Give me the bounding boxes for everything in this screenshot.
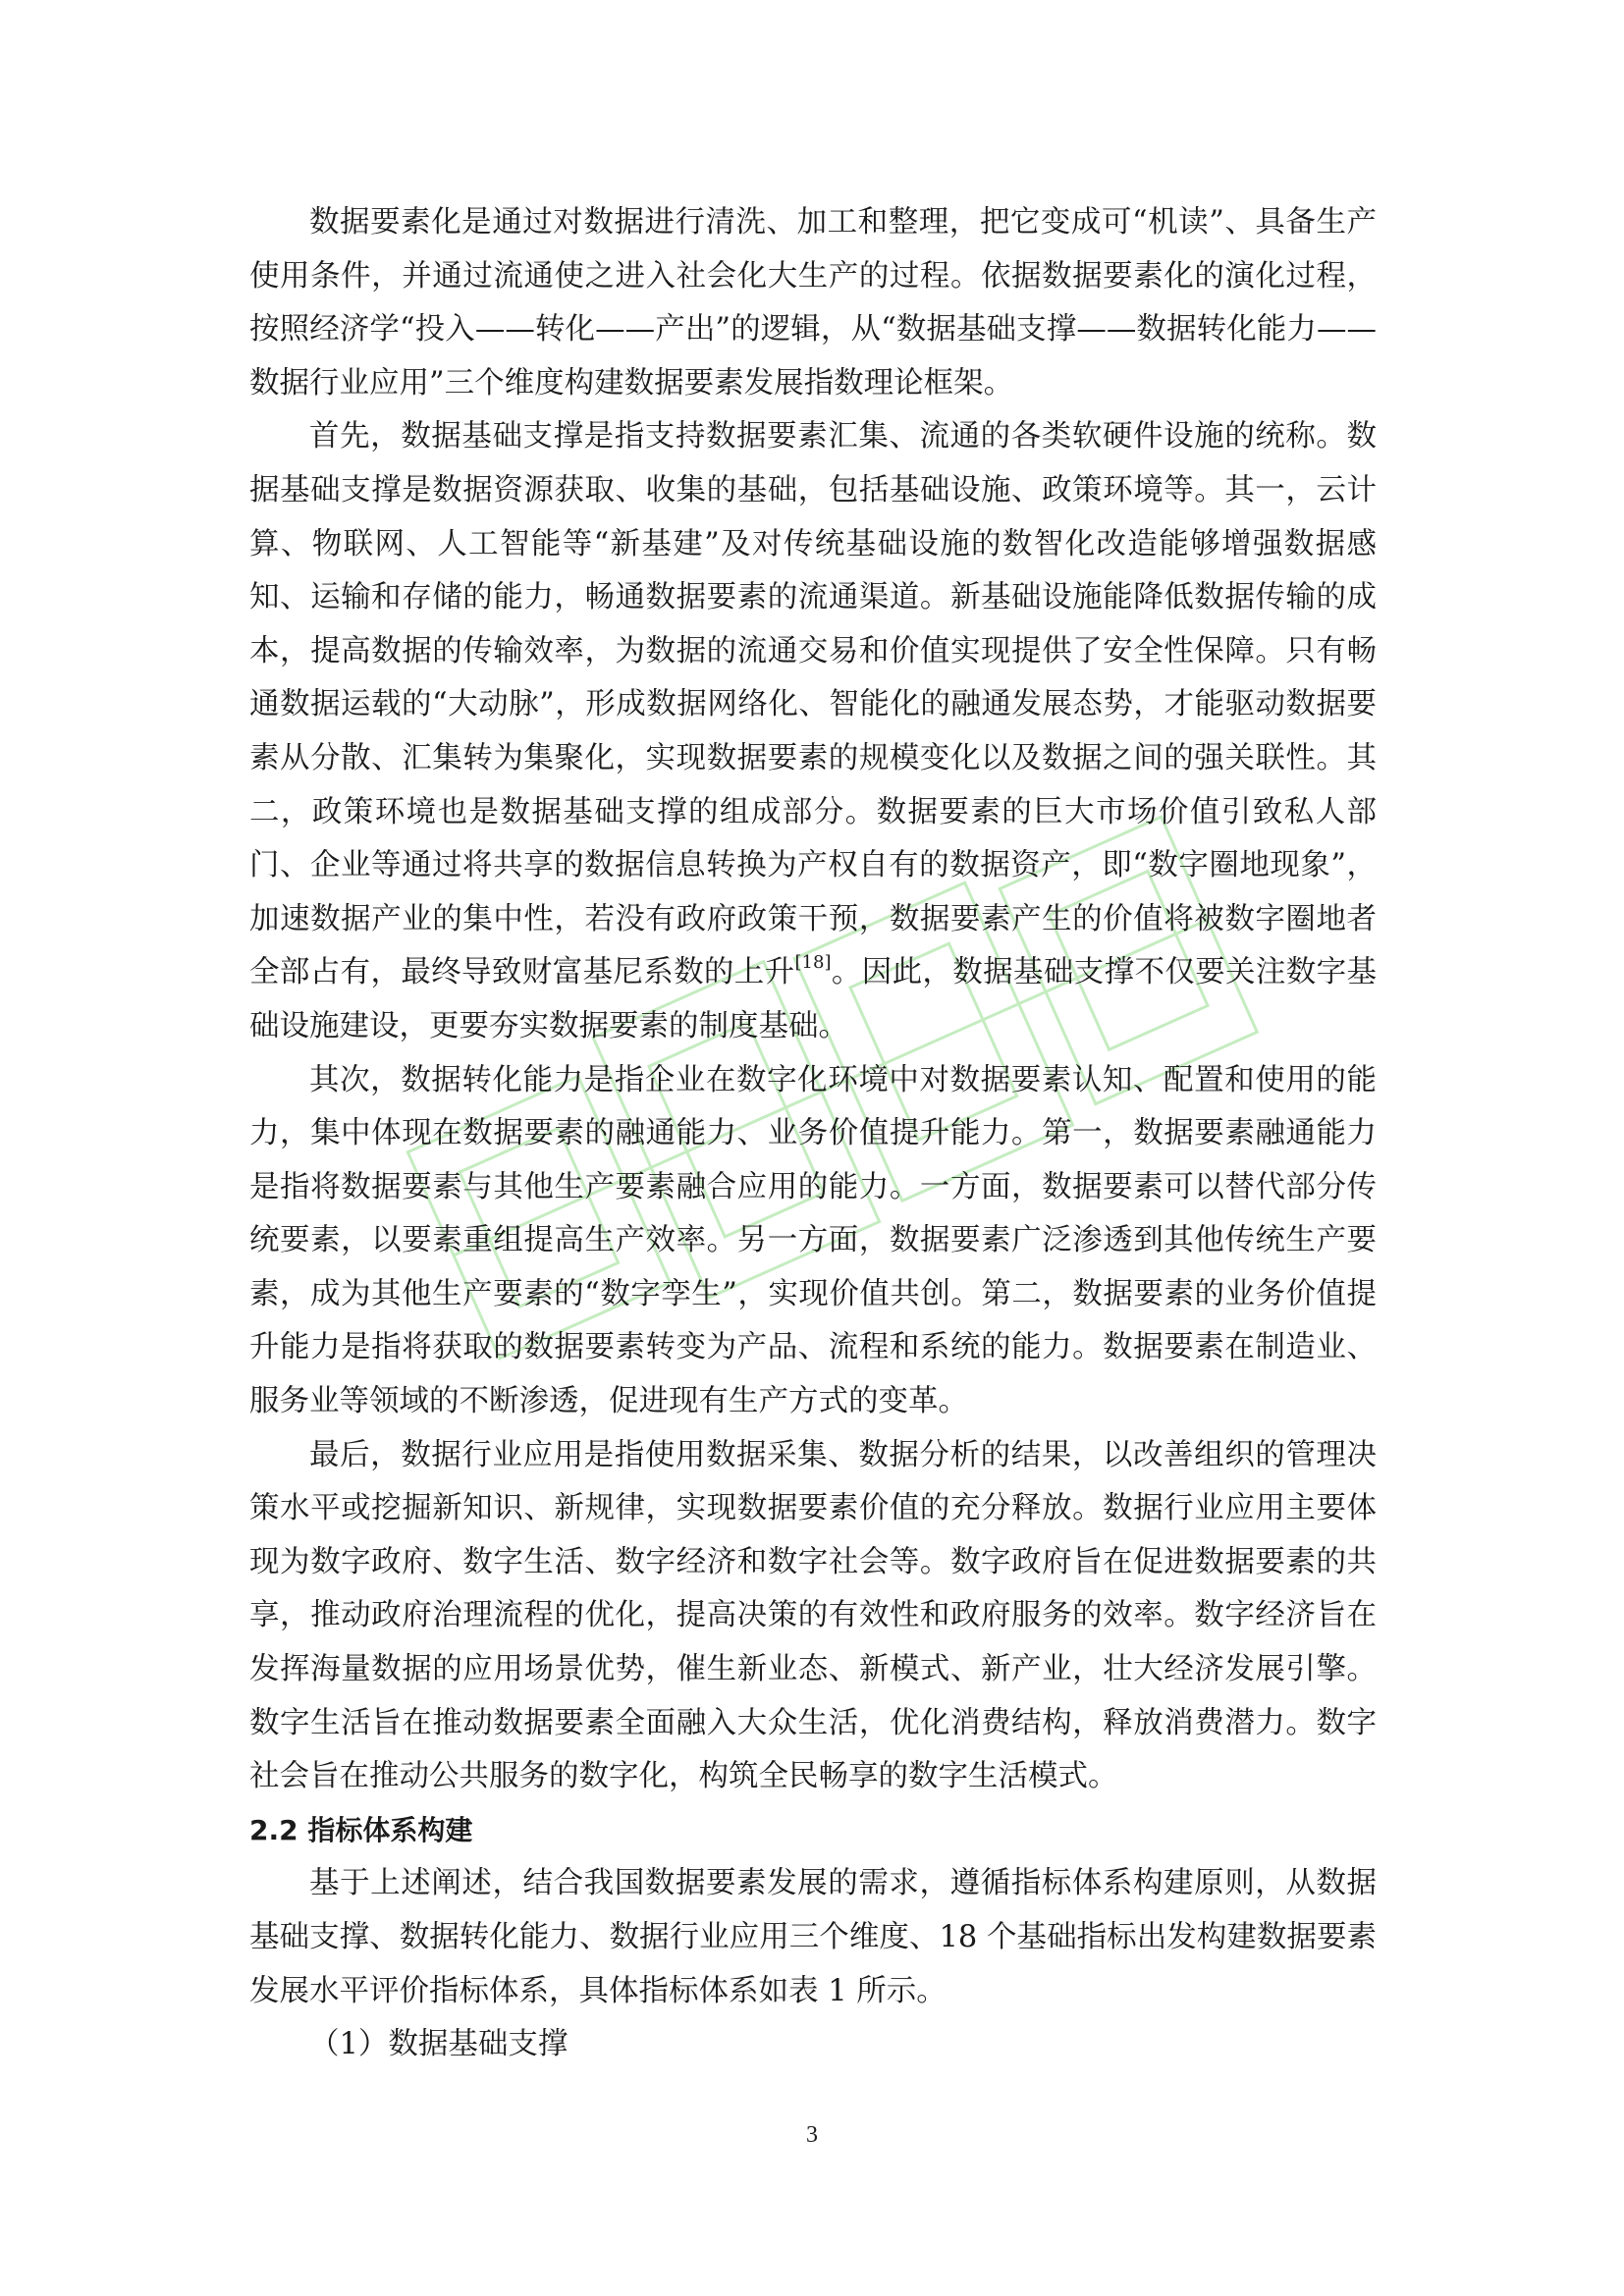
paragraph-data-application: 最后，数据行业应用是指使用数据采集、数据分析的结果，以改善组织的管理决策水平或挖掘新知识、新规律，实现数据要素价值的充分释放。数据行业应用主要体现为数字政府、数字生活、数字经济和数字社会等。数字政府旨在促进数据要素的共享，推动政府治理流程的优化，提高决策的有效性和政府服务的效率。数字经济旨在发挥海量数据的应用场景优势，催生新业态、新模式、新产业，壮大经济发展引擎。数字生活旨在推动数据要素全面融入大众生活，优化消费结构，释放消费潜力。数字社会旨在推动公共服务的数字化，构筑全民畅享的数字生活模式。 xyxy=(249,1437,1377,1794)
paragraph-data-conversion: 其次，数据转化能力是指企业在数字化环境中对数据要素认知、配置和使用的能力，集中体现在数据要素的融通能力、业务价值提升能力。第一，数据要素融通能力是指将数据要素与其他生产要素融合应用的能力。一方面，数据要素可以替代部分传统要素，以要素重组提高生产效率。另一方面，数据要素广泛渗透到其他传统生产要素，成为其他生产要素的“数字孪生”，实现价值共创。第二，数据要素的业务价值提升能力是指将获取的数据要素转变为产品、流程和系统的能力。数据要素在制造业、服务业等领域的不断渗透，促进现有生产方式的变革。 xyxy=(249,1062,1377,1419)
page-body xyxy=(249,196,1377,2072)
sub-item-heading: （1）数据基础支撑 xyxy=(309,2027,568,2062)
paragraph-text: 首先，数据基础支撑是指支持数据要素汇集、流通的各类软硬件设施的统称。数据基础支撑是数据资源获取、收集的基础，包括基础设施、政策环境等。其一，云计算、物联网、人工智能等“新基建”及对传统基础设施的数智化改造能够增强数据感知、运输和存储的能力，畅通数据要素的流通渠道。新基础设施能降低数据传输的成本，提高数据的传输效率，为数据的流通交易和价值实现提供了安全性保障。只有畅通数据运载的“大动脉”，形成数据网络化、智能化的融通发展态势，才能驱动数据要素从分散、汇集转为集聚化，实现数据要素的规模变化以及数据之间的强关联性。其二，政策环境也是数据基础支撑的组成部分。数据要素的巨大市场价值引致私人部门、企业等通过将共享的数据信息转换为产权自有的数据资产，即“数字圈地现象”，加速数据产业的集中性，若没有政府政策干预，数据要素产生的价值将被数字圈地者全部占有，最终导致财富基尼系数的上升 xyxy=(249,419,1377,990)
paragraph-data-factorization: 数据要素化是通过对数据进行清洗、加工和整理，把它变成可“机读”、具备生产使用条件，并通过流通使之进入社会化大生产的过程。依据数据要素化的演化过程，按照经济学“投入——转化——产出”的逻辑，从“数据基础支撑——数据转化能力——数据行业应用”三个维度构建数据要素发展指数理论框架。 xyxy=(249,205,1377,400)
paragraph-data-infrastructure xyxy=(249,410,1377,1053)
paragraph-index-system: 基于上述阐述，结合我国数据要素发展的需求，遵循指标体系构建原则，从数据基础支撑、数据转化能力、数据行业应用三个维度、18 个基础指标出发构建数据要素发展水平评价指标体系，具体指标体系如表 1 所示。 xyxy=(249,1866,1377,2008)
citation-ref: [18] xyxy=(794,952,832,974)
page-number: 3 xyxy=(806,2122,818,2148)
section-heading: 2.2 指标体系构建 xyxy=(249,1813,473,1846)
paragraph-text: 。因此，数据基础支撑不仅要关注数字基础设施建设，更要夯实数据要素的制度基础。 xyxy=(249,955,1378,1043)
